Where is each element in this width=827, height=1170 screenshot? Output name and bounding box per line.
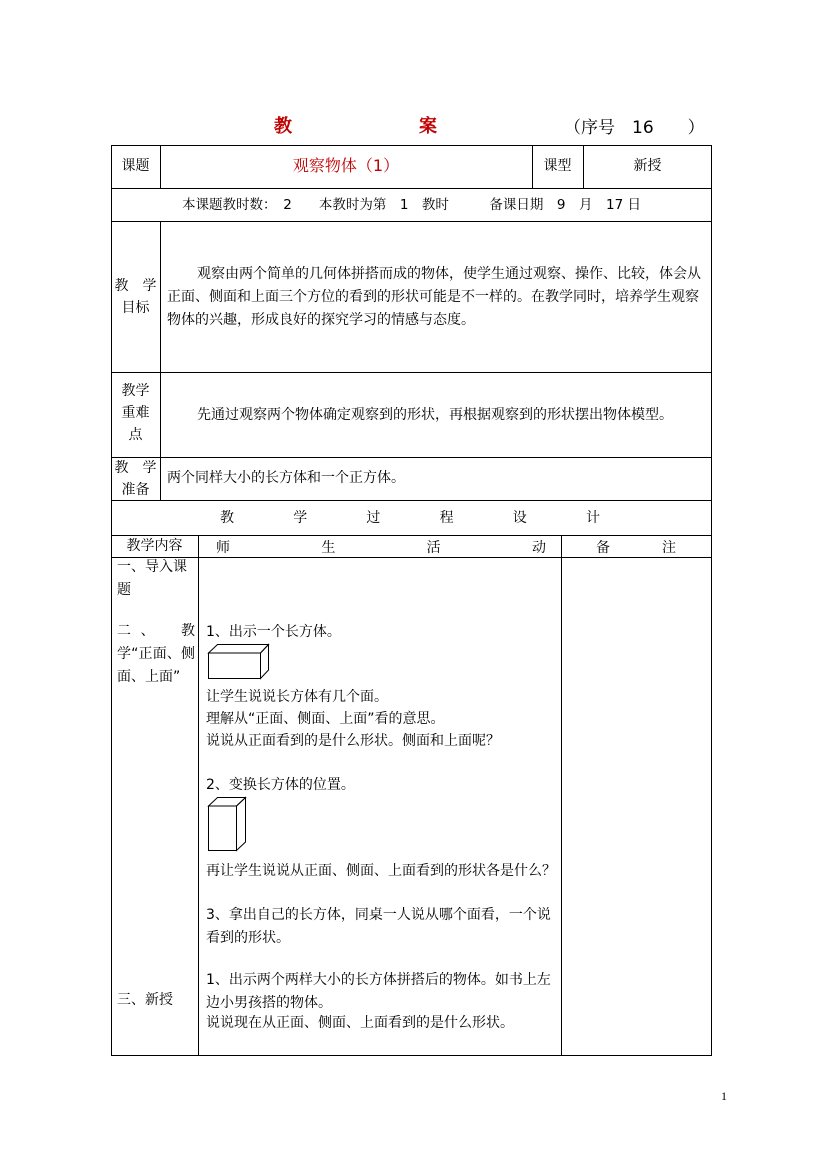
activity-line-4: 说说从正面看到的是什么形状。侧面和上面呢？ xyxy=(206,733,500,749)
column-header-activity: 师 生 活 动 xyxy=(216,540,546,556)
content-item-teaching: 二、 教 学“正面、侧面、上面” xyxy=(117,623,209,685)
content-item-new: 三、新授 xyxy=(117,992,173,1008)
activity-line-2: 让学生说说长方体有几个面。 xyxy=(206,689,388,705)
schedule-info: 本课题教时数： 2 本教时为第 1 教时 备课日期 9 月 17 日 xyxy=(182,197,641,213)
cuboid-horizontal-figure xyxy=(208,644,270,680)
subject-value: 观察物体（1） xyxy=(292,156,400,175)
header-title-char-1: 教 xyxy=(274,116,292,137)
type-value: 新授 xyxy=(633,158,662,174)
goal-label: 教 学 目标 xyxy=(114,278,157,316)
activity-line-6: 再让学生说说从正面、侧面、上面看到的形状各是什么？ xyxy=(206,863,556,879)
subject-label: 课题 xyxy=(121,158,150,174)
key-points-label: 教学 重难 点 xyxy=(121,383,150,443)
process-heading: 教 学 过 程 设 计 xyxy=(220,510,600,526)
activity-line-1: 1、出示一个长方体。 xyxy=(206,624,341,640)
column-header-content: 教学内容 xyxy=(126,538,183,554)
goal-text: 观察由两个简单的几何体拼搭而成的物体，使学生通过观察、操作、比较，体会从正面、侧面和上面三个方位的看到的形状可能是不一样的。在教学同时，培养学生观察物体的兴趣，形成良好的探究学习的情感与态度。 xyxy=(167,266,701,328)
cuboid-vertical-figure xyxy=(208,797,248,852)
activity-line-9: 说说现在从正面、侧面、上面看到的是什么形状。 xyxy=(206,1015,514,1031)
key-points-text: 先通过观察两个物体确定观察到的形状，再根据观察到的形状摆出物体模型。 xyxy=(197,407,673,423)
serial-number: （序号 16 ） xyxy=(564,118,705,138)
activity-line-3: 理解从“正面、侧面、上面”看的意思。 xyxy=(206,711,445,727)
preparation-label: 教 学 准备 xyxy=(114,460,157,498)
activity-line-8: 1、出示两个两样大小的长方体拼搭后的物体。如书上左边小男孩搭的物体。 xyxy=(206,972,551,1011)
type-label: 课型 xyxy=(543,158,572,174)
content-item-intro: 一、导入课题 xyxy=(117,559,187,598)
column-header-notes: 备 注 xyxy=(596,540,676,556)
header-title-char-2: 案 xyxy=(419,116,437,137)
activity-line-7: 3、拿出自己的长方体，同桌一人说从哪个面看，一个说看到的形状。 xyxy=(206,907,551,946)
preparation-text: 两个同样大小的长方体和一个正方体。 xyxy=(167,470,405,486)
activity-line-5: 2、变换长方体的位置。 xyxy=(206,777,355,793)
page-number: 1 xyxy=(721,1089,727,1103)
